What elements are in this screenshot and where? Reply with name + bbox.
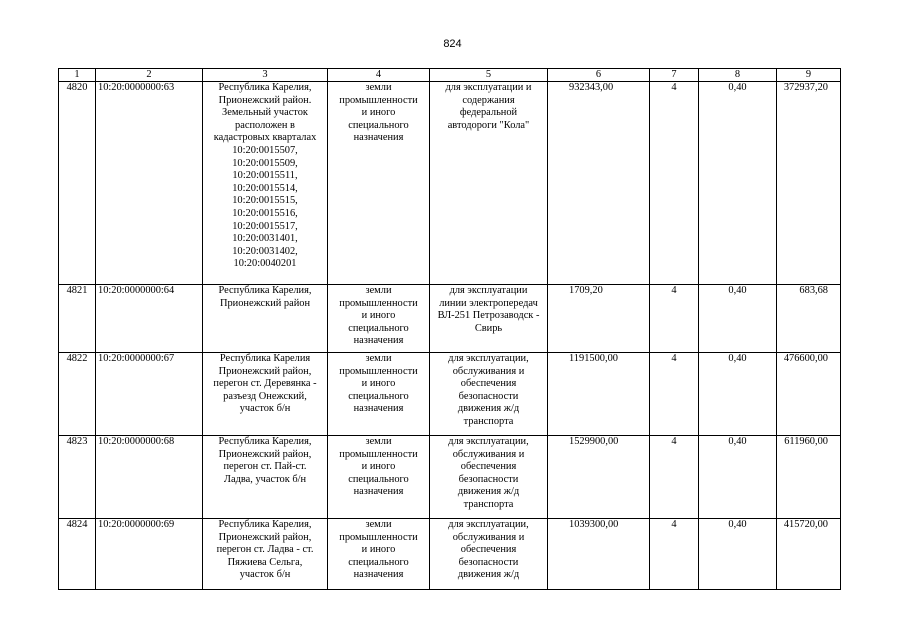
tax-amount-cell: 415720,00 bbox=[777, 519, 841, 590]
tax-amount-cell: 476600,00 bbox=[777, 353, 841, 436]
cadastral-number-cell: 10:20:0000000:63 bbox=[96, 82, 203, 285]
land-category-cell: земли промышленности и иного специального назначения bbox=[328, 436, 430, 519]
page-number: 824 bbox=[443, 38, 462, 50]
land-category-cell: земли промышленности и иного специального назначения bbox=[328, 82, 430, 285]
land-category-cell: земли промышленности и иного специального назначения bbox=[328, 519, 430, 590]
cadastral-number-cell: 10:20:0000000:64 bbox=[96, 285, 203, 353]
cadastral-value-cell: 1709,20 bbox=[548, 285, 650, 353]
column-header: 9 bbox=[777, 69, 841, 82]
permitted-use-cell: для эксплуатации, обслуживания и обеспечения безопасности движения ж/д bbox=[430, 519, 548, 590]
location-cell: Республика Карелия, Прионежский район. Земельный участок расположен в кадастровых кварталах 10:20:0015507, 10:20:0015509, 10:20:0015511, 10:20:0015514, 10:20:0015515, 10:20:0015516, 10:20:0015517, 10:20:0031401, 10:20:0031402, 10:20:0040201 bbox=[203, 82, 328, 285]
column-7-cell: 4 bbox=[650, 353, 699, 436]
permitted-use-cell: для эксплуатации и содержания федеральной автодороги "Кола" bbox=[430, 82, 548, 285]
cadastral-value-cell: 1039300,00 bbox=[548, 519, 650, 590]
permitted-use-cell: для эксплуатации, обслуживания и обеспечения безопасности движения ж/д транспорта bbox=[430, 436, 548, 519]
table-row bbox=[59, 82, 841, 285]
land-register-table bbox=[58, 68, 841, 590]
land-category-cell: земли промышленности и иного специального назначения bbox=[328, 285, 430, 353]
permitted-use-cell: для эксплуатации, обслуживания и обеспечения безопасности движения ж/д транспорта bbox=[430, 353, 548, 436]
location-cell: Республика Карелия, Прионежский район, перегон ст. Пай-ст. Ладва, участок б/н bbox=[203, 436, 328, 519]
rate-cell: 0,40 bbox=[699, 285, 777, 353]
row-number-cell: 4821 bbox=[59, 285, 96, 353]
column-7-cell: 4 bbox=[650, 436, 699, 519]
column-header: 1 bbox=[59, 69, 96, 82]
table-row bbox=[59, 519, 841, 590]
row-number-cell: 4824 bbox=[59, 519, 96, 590]
tax-amount-cell: 611960,00 bbox=[777, 436, 841, 519]
row-number-cell: 4820 bbox=[59, 82, 96, 285]
permitted-use-cell: для эксплуатации линии электропередач ВЛ-251 Петрозаводск - Свирь bbox=[430, 285, 548, 353]
table-row bbox=[59, 285, 841, 353]
column-7-cell: 4 bbox=[650, 519, 699, 590]
location-cell: Республика Карелия Прионежский район, перегон ст. Деревянка - разъезд Онежский, участок б/н bbox=[203, 353, 328, 436]
column-header: 7 bbox=[650, 69, 699, 82]
rate-cell: 0,40 bbox=[699, 436, 777, 519]
tax-amount-cell: 683,68 bbox=[777, 285, 841, 353]
column-header: 5 bbox=[430, 69, 548, 82]
table-row bbox=[59, 353, 841, 436]
tax-amount-cell: 372937,20 bbox=[777, 82, 841, 285]
table-row bbox=[59, 436, 841, 519]
cadastral-number-cell: 10:20:0000000:68 bbox=[96, 436, 203, 519]
land-category-cell: земли промышленности и иного специального назначения bbox=[328, 353, 430, 436]
cadastral-number-cell: 10:20:0000000:69 bbox=[96, 519, 203, 590]
column-7-cell: 4 bbox=[650, 82, 699, 285]
cadastral-number-cell: 10:20:0000000:67 bbox=[96, 353, 203, 436]
cadastral-value-cell: 1529900,00 bbox=[548, 436, 650, 519]
column-header: 3 bbox=[203, 69, 328, 82]
row-number-cell: 4822 bbox=[59, 353, 96, 436]
cadastral-value-cell: 1191500,00 bbox=[548, 353, 650, 436]
cadastral-value-cell: 932343,00 bbox=[548, 82, 650, 285]
column-header: 6 bbox=[548, 69, 650, 82]
column-header: 8 bbox=[699, 69, 777, 82]
rate-cell: 0,40 bbox=[699, 353, 777, 436]
column-header: 4 bbox=[328, 69, 430, 82]
row-number-cell: 4823 bbox=[59, 436, 96, 519]
location-cell: Республика Карелия, Прионежский район bbox=[203, 285, 328, 353]
table-header-row bbox=[59, 69, 841, 82]
column-7-cell: 4 bbox=[650, 285, 699, 353]
location-cell: Республика Карелия, Прионежский район, перегон ст. Ладва - ст. Пяжиева Сельга, участок б/н bbox=[203, 519, 328, 590]
rate-cell: 0,40 bbox=[699, 82, 777, 285]
rate-cell: 0,40 bbox=[699, 519, 777, 590]
column-header: 2 bbox=[96, 69, 203, 82]
